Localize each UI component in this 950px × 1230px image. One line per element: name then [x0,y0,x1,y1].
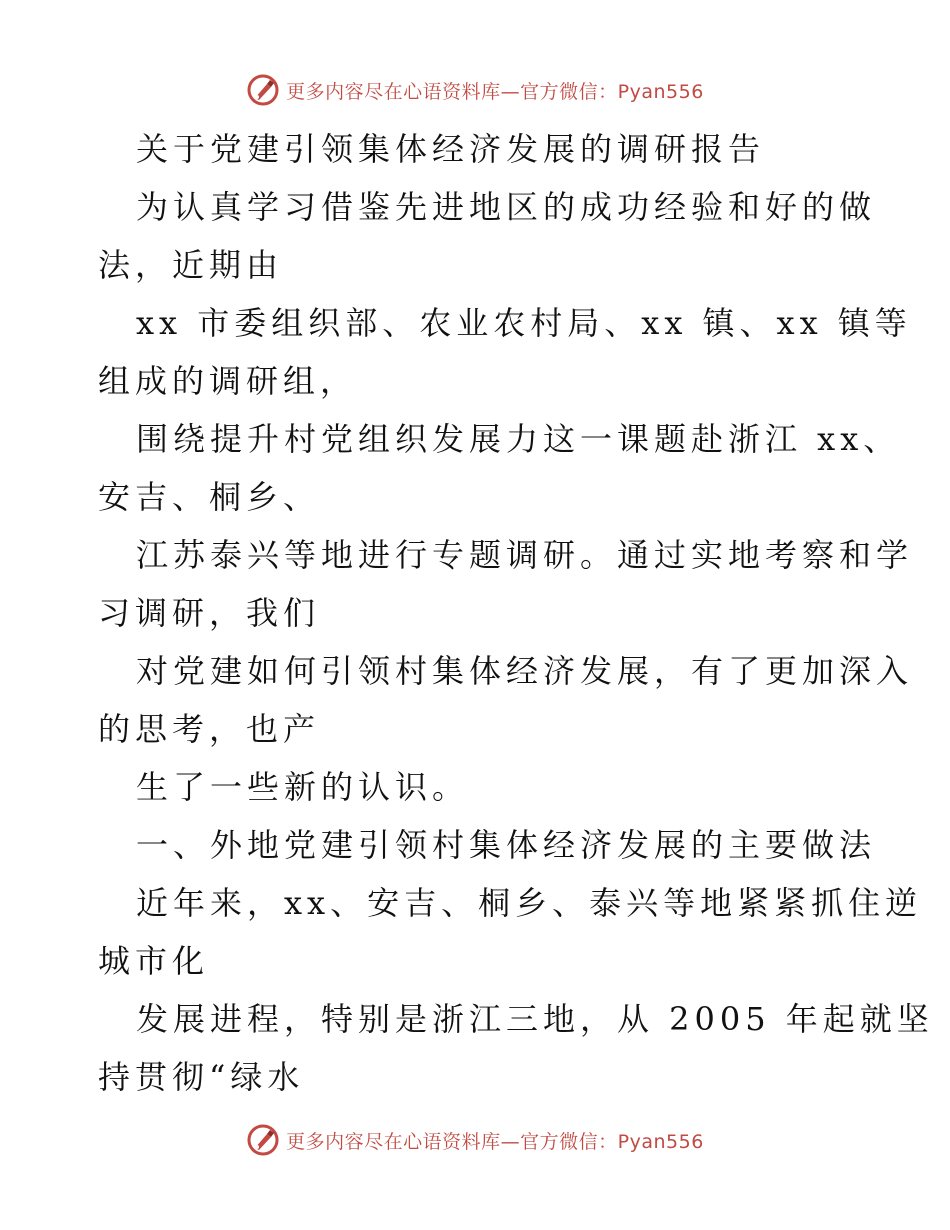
paragraph-line: 江苏泰兴等地进行专题调研。通过实地考察和学 [136,536,914,574]
paragraph-line: 城市化 [98,942,210,980]
paragraph-line: 安吉、桐乡、 [98,478,321,516]
paragraph-line: 持贯彻“绿水 [98,1058,305,1096]
pen-logo-icon [246,1123,280,1157]
footer-watermark-banner [0,1120,950,1160]
paragraph-line: 对党建如何引领村集体经济发展，有了更加深入 [136,652,914,690]
watermark-text: 更多内容尽在心语资料库—官方微信：Pyan556 [286,1130,704,1153]
paragraph-line: 为认真学习借鉴先进地区的成功经验和好的做 [136,188,877,226]
header-watermark-banner [0,70,950,110]
document-title: 关于党建引领集体经济发展的调研报告 [136,130,766,168]
paragraph-line: 法，近期由 [98,246,284,284]
paragraph-line: 组成的调研组， [98,362,358,400]
watermark-text: 更多内容尽在心语资料库—官方微信：Pyan556 [286,80,704,103]
paragraph-line: 发展进程，特别是浙江三地，从 2005 年起就坚 [136,1000,934,1038]
paragraph-line: 近年来，xx、安吉、桐乡、泰兴等地紧紧抓住逆 [136,884,923,922]
paragraph-line: 习调研，我们 [98,594,321,632]
paragraph-line: 的思考，也产 [98,710,321,748]
section-heading: 一、外地党建引领村集体经济发展的主要做法 [136,826,877,864]
paragraph-line: xx 市委组织部、农业农村局、xx 镇、xx 镇等 [136,304,912,342]
paragraph-line: 围绕提升村党组织发展力这一课题赴浙江 xx、 [136,420,901,458]
document-body [98,120,934,1106]
paragraph-line: 生了一些新的认识。 [136,768,470,806]
pen-logo-icon [246,73,280,107]
